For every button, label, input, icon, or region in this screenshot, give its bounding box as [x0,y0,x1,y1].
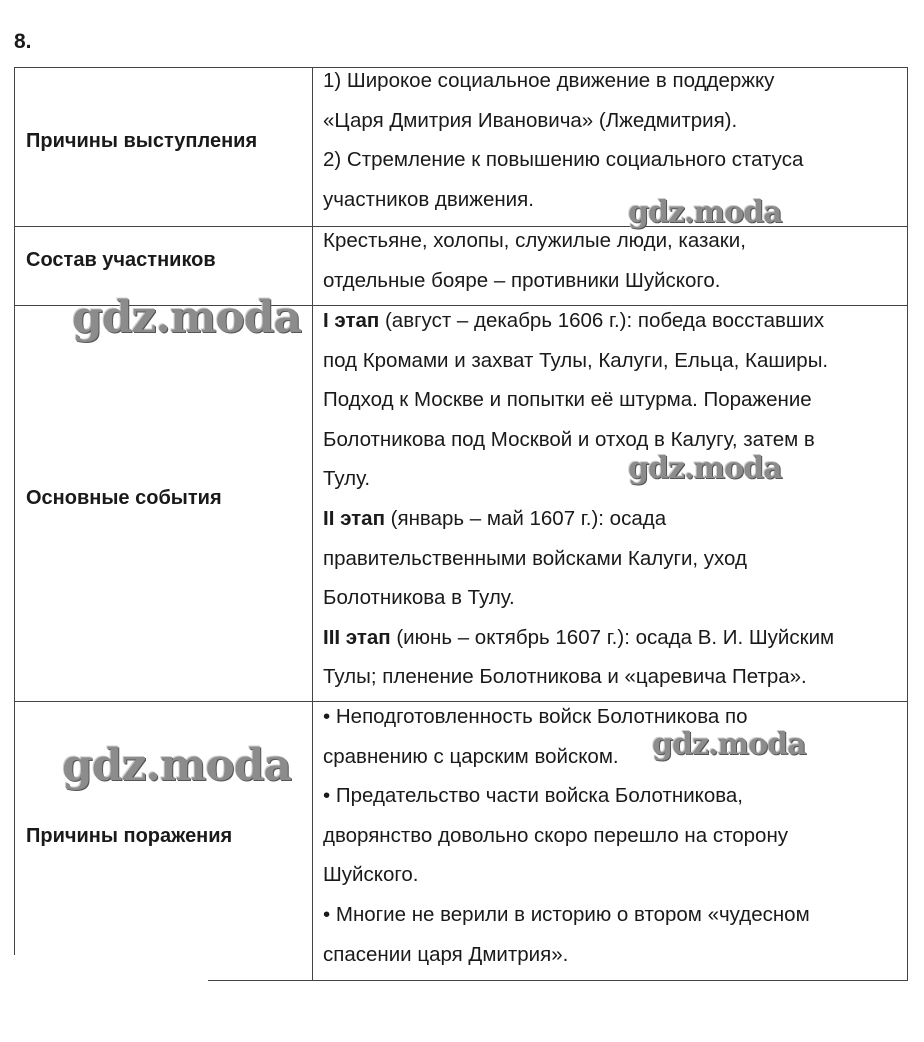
content-line: «Царя Дмитрия Ивановича» (Лжедмитрия). [323,108,738,132]
stage-1-title: I этап [323,309,380,332]
content-line: 2) Стремление к повышению социального статуса [323,148,804,172]
stage-3-title: III этап [323,625,391,649]
stage-3 [323,618,834,658]
stage-2 [323,499,834,539]
content-line: • Многие не верили в историю о втором «чудесном [323,902,810,926]
table-border-right [907,67,908,980]
content-line: сравнению с царским войском. [323,744,619,768]
content-line: Болотникова в Тулу. [323,586,515,610]
content-line: Подход к Москве и попытки её штурма. Поражение [323,388,812,412]
row-label-defeat: Причины поражения [26,825,233,847]
row-label-causes: Причины выступления [26,130,258,152]
content-line: 1) Широкое социальное движение в поддержку [323,69,775,92]
row-content-events [323,301,834,697]
column-divider [312,67,313,980]
content-line: Шуйского. [323,863,419,887]
content-line: под Кромами и захват Тулы, Калуги, Ельца, Каширы. [323,348,829,372]
content-line: Тулы; пленение Болотникова и «царевича Петра». [323,665,807,689]
content-line: (август – декабрь 1606 г.): победа восставших [379,309,825,332]
watermark: gdz.moda [628,195,782,230]
content-line: (январь – май 1607 г.): осада [384,506,667,530]
row-content-participants [323,221,746,300]
content-line: участников движения. [323,187,534,211]
stage-1 [323,301,834,341]
stage-2-title: II этап [323,506,385,530]
content-line: Болотникова под Москвой и отход в Калугу, затем в [323,427,815,451]
row-label-participants: Состав участников [26,249,216,271]
content-line: • Предательство части войска Болотникова, [323,784,743,808]
table-border-bottom [208,980,908,981]
content-line: дворянство довольно скоро перешло на сторону [323,823,789,847]
content-line: отдельные бояре – противники Шуйского. [323,268,721,292]
content-line: Крестьяне, холопы, служилые люди, казаки, [323,229,746,252]
content-line: правительственными войсками Калуги, уход [323,546,747,570]
watermark: gdz.moda [62,740,292,791]
task-number: 8. [14,30,32,53]
content-line: Тулу. [323,467,371,491]
content-line: (июнь – октябрь 1607 г.): осада В. И. Шуйским [390,625,835,649]
content-line: спасении царя Дмитрия». [323,942,569,966]
table-border-left [14,67,15,955]
watermark: gdz.moda [652,727,806,762]
watermark: gdz.moda [628,451,782,486]
content-line: • Неподготовленность войск Болотникова по [323,705,748,728]
watermark: gdz.moda [72,292,302,343]
row-label-events: Основные события [26,487,222,509]
